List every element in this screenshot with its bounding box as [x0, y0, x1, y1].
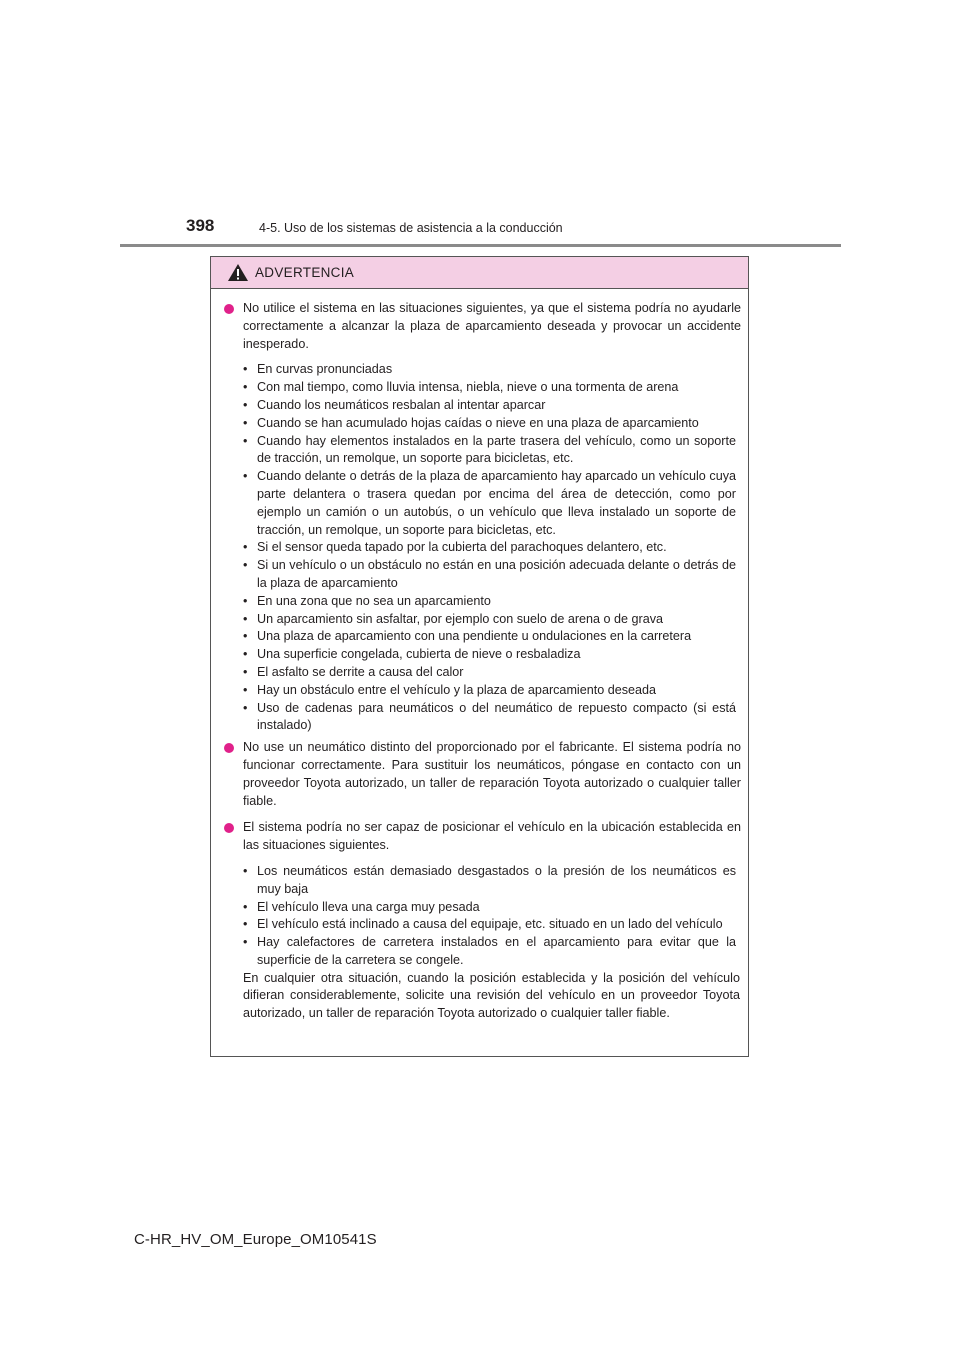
warning-box — [210, 256, 749, 1057]
warning-item — [224, 819, 741, 855]
list-item: • Uso de cadenas para neumáticos o del neumático de repuesto compacto (si está instalado) — [243, 700, 741, 736]
list-item: • En una zona que no sea un aparcamiento — [243, 593, 741, 611]
list-item: • El vehículo lleva una carga muy pesada — [243, 899, 741, 917]
situation-list — [224, 361, 741, 735]
section-title: 4-5. Uso de los sistemas de asistencia a la conducción — [259, 221, 563, 235]
warning-title: ADVERTENCIA — [255, 265, 355, 280]
list-item: • Cuando los neumáticos resbalan al intentar aparcar — [243, 397, 741, 415]
list-item: • Cuando se han acumulado hojas caídas o nieve en una plaza de aparcamiento — [243, 415, 741, 433]
document-id: C-HR_HV_OM_Europe_OM10541S — [134, 1231, 377, 1248]
warning-body — [211, 289, 748, 1023]
bullet-dot-icon — [224, 823, 234, 833]
warning-triangle-icon — [227, 263, 249, 282]
closing-paragraph: En cualquier otra situación, cuando la posición establecida y la posición del vehículo difieran considerablemente, solicite una revisión del vehículo en un proveedor Toyota autorizado, un taller de reparación Toyota autorizado o cualquier taller fiable. — [243, 970, 740, 1021]
list-item: • El vehículo está inclinado a causa del equipaje, etc. situado en un lado del vehículo — [243, 916, 741, 934]
list-item: • Hay un obstáculo entre el vehículo y la plaza de aparcamiento deseada — [243, 682, 741, 700]
list-item: • Si un vehículo o un obstáculo no están en una posición adecuada delante o detrás de la plaza de aparcamiento — [243, 557, 741, 593]
warning-header — [211, 257, 748, 289]
list-item: • Una superficie congelada, cubierta de nieve o resbaladiza — [243, 646, 741, 664]
list-item: • El asfalto se derrite a causa del calor — [243, 664, 741, 682]
list-item: • Hay calefactores de carretera instalados en el aparcamiento para evitar que la superficie de la carretera se congele. — [243, 934, 741, 970]
list-item: • Cuando delante o detrás de la plaza de aparcamiento hay aparcado un vehículo cuya parte delantera o trasera quedan por encima del área de detección, como por ejemplo un camión o un autobús, o un vehículo que lleva instalado un soporte de tracción, un remolque, un soporte para bicicletas, etc. — [243, 468, 741, 539]
bullet-dot-icon — [224, 304, 234, 314]
warning-item-text: El sistema podría no ser capaz de posicionar el vehículo en la ubicación establecida en las situaciones siguientes. — [243, 820, 741, 853]
list-item: • Si el sensor queda tapado por la cubierta del parachoques delantero, etc. — [243, 539, 741, 557]
page-number: 398 — [186, 216, 215, 235]
situation-list — [224, 863, 741, 970]
list-item: • Cuando hay elementos instalados en la parte trasera del vehículo, como un soporte de tracción, un remolque, un soporte para bicicletas, etc. — [243, 433, 741, 469]
warning-item-text: No use un neumático distinto del proporcionado por el fabricante. El sistema podría no funcionar correctamente. Para sustituir los neumáticos, póngase en contacto con un proveedor Toyota autorizado, un taller de reparación Toyota autorizado o cualquier taller fiable. — [243, 740, 741, 808]
list-item: • En curvas pronunciadas — [243, 361, 741, 379]
warning-item-text: No utilice el sistema en las situaciones siguientes, ya que el sistema podría no ayudarle correctamente a alcanzar la plaza de aparcamiento deseada y provocar un accidente inesperado. — [243, 301, 741, 351]
bullet-dot-icon — [224, 743, 234, 753]
warning-item — [224, 300, 741, 353]
list-item: • Un aparcamiento sin asfaltar, por ejemplo con suelo de arena o de grava — [243, 611, 741, 629]
warning-item — [224, 739, 741, 810]
list-item: • Una plaza de aparcamiento con una pendiente u ondulaciones en la carretera — [243, 628, 741, 646]
header-divider — [120, 244, 841, 247]
list-item: • Con mal tiempo, como lluvia intensa, niebla, nieve o una tormenta de arena — [243, 379, 741, 397]
list-item: • Los neumáticos están demasiado desgastados o la presión de los neumáticos es muy baja — [243, 863, 741, 899]
